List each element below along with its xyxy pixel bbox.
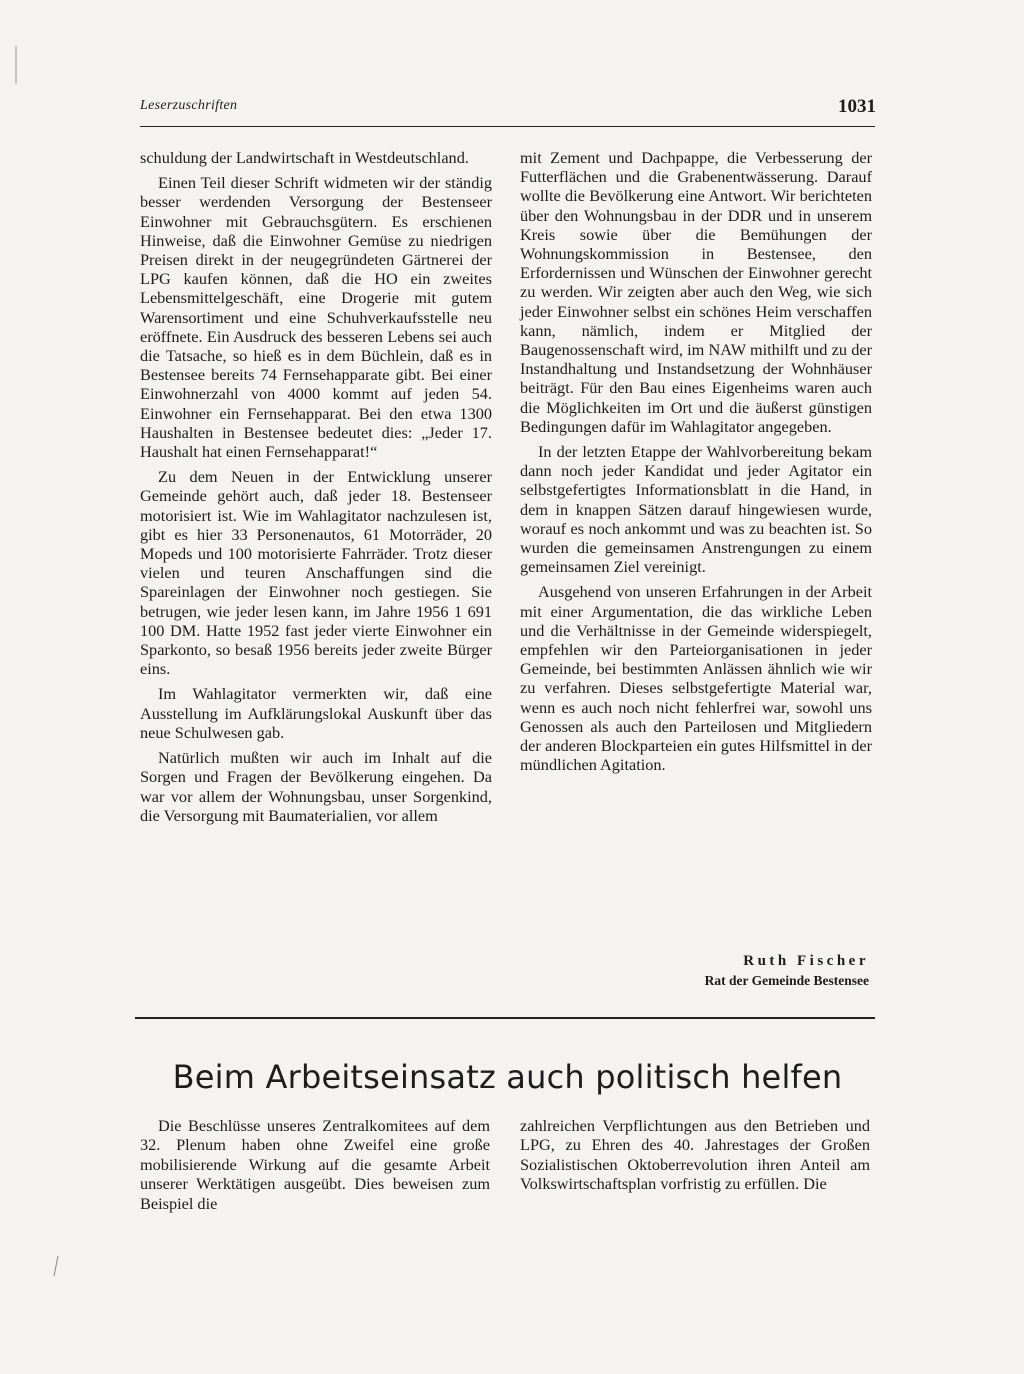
letter-paragraph: Natürlich mußten wir auch im Inhalt auf die Sorgen und Fragen der Bevölkerung eingehen. Da war vor allem der Wohnungsbau, unser Sorgenkind, die Versorgung mit Baumaterialien, vor allem [140,748,492,825]
running-head: Leserzuschriften [140,98,238,113]
signature-role: Rat der Gemeinde Bestensee [704,973,869,988]
letter-paragraph: Im Wahlagitator vermerkten wir, daß eine Ausstellung im Aufklärungslokal Auskunft über das neue Schulwesen gab. [140,684,492,742]
scan-mark [14,46,18,86]
article-left-column [140,1116,490,1213]
article-headline: Beim Arbeitseinsatz auch politisch helfen [172,1058,843,1096]
scan-mark [52,1256,60,1278]
article-right-column [520,1116,870,1194]
section-divider [135,1017,875,1019]
letter-paragraph: Einen Teil dieser Schrift widmeten wir der ständig besser werdenden Versorgung der Bestenseer Einwohner mit Gebrauchsgütern. Es erschienen Hinweise, daß die Einwohner Gemüse zu niedrigen Preisen direkt in der neugegründeten Gärtnerei der LPG kaufen können, daß die HO ein zweites Lebensmittelgeschäft, eine Drogerie mit gutem Warensortiment und eine Schuhverkaufsstelle neu eröffnete. Ein Ausdruck des besseren Lebens sei auch die Tatsache, so hieß es in dem Büchlein, daß es in Bestensee bereits 74 Fernsehapparate gibt. Bei einer Einwohnerzahl von 4000 kommt auf jeden 54. Einwohner ein Fernsehapparat. Bei den etwa 1300 Haushalten in Bestensee bedeutet dies: „Jeder 17. Haushalt hat einen Fernsehapparat!“ [140,173,492,462]
article-paragraph: Die Beschlüsse unseres Zentralkomitees auf dem 32. Plenum haben ohne Zweifel eine große mobilisierende Wirkung auf die gesamte Arbeit unserer Werktätigen ausgeübt. Dies beweisen zum Beispiel die [140,1116,490,1213]
page-number: 1031 [838,96,876,117]
header-rule [140,126,875,127]
letter-signature [705,952,869,990]
letter-left-column [140,148,492,831]
letter-paragraph: Ausgehend von unseren Erfahrungen in der Arbeit mit einer Argumentation, die das wirkliche Leben und die Verhältnisse in der Gemeinde widerspiegelt, empfehlen wir den Parteiorganisationen in jeder Gemeinde, bei bestimmten Anlässen ähnlich wie wir zu verfahren. Dieses selbstgefertigte Material war, wenn es auch noch nicht fehlerfrei war, sowohl uns Genossen als auch den Parteilosen und Mitgliedern der anderen Blockparteien ein gutes Hilfsmittel in der mündlichen Agitation. [520,582,872,775]
letter-right-column [520,148,872,781]
letter-paragraph: Zu dem Neuen in der Entwicklung unserer Gemeinde gehört auch, daß jeder 18. Bestenseer motorisiert ist. Wie im Wahlagitator nachzulesen ist, gibt es hier 33 Personenautos, 61 Motorräder, 20 Mopeds und 100 motorisierte Fahrräder. Trotz dieser vielen und teuren Anschaffungen sind die Spareinlagen der Einwohner noch gestiegen. Sie betrugen, wie jeder lesen kann, im Jahre 1956 1 691 100 DM. Hatte 1952 fast jeder vierte Einwohner ein Sparkonto, so besaß 1956 bereits jeder zweite Bürger eins. [140,467,492,679]
letter-paragraph: schuldung der Landwirtschaft in Westdeutschland. [140,148,469,167]
letter-paragraph: mit Zement und Dachpappe, die Verbesserung der Futterflächen und die Grabenentwässerung. Darauf wollte die Bevölkerung eine Antwort. Wir berichteten über den Wohnungsbau in der DDR und in unserem Kreis sowie über die Bemühungen der Wohnungskommission in Bestensee, den Erfordernissen und Wünschen der Einwohner gerecht zu werden. Wir zeigten aber auch den Weg, wie sich jeder Einwohner selbst ein schönes Heim verschaffen kann, nämlich, indem er Mitglied der Baugenossenschaft wird, im NAW mithilft und zu der Instandhaltung und Instandsetzung der Wohnhäuser beiträgt. Für den Bau eines Eigenheims waren auch die Möglichkeiten im Ort und die äußerst günstigen Bedingungen dafür im Wahlagitator angegeben. [520,148,872,436]
article-paragraph: zahlreichen Verpflichtungen aus den Betrieben und LPG, zu Ehren des 40. Jahrestages der Großen Sozialistischen Oktoberrevolution ihren Anteil am Volkswirtschaftsplan vorfristig zu erfüllen. Die [520,1116,870,1194]
signature-name: Ruth Fischer [743,953,869,969]
letter-paragraph: In der letzten Etappe der Wahlvorbereitung bekam dann noch jeder Kandidat und jeder Agitator ein selbstgefertigtes Informationsblatt in die Hand, in dem in knappen Sätzen darauf hingewiesen wurde, worauf es noch ankommt und was zu beachten ist. So wurden die gemeinsamen Anstrengungen zu einem gemeinsamen Ziel vereinigt. [520,442,872,577]
